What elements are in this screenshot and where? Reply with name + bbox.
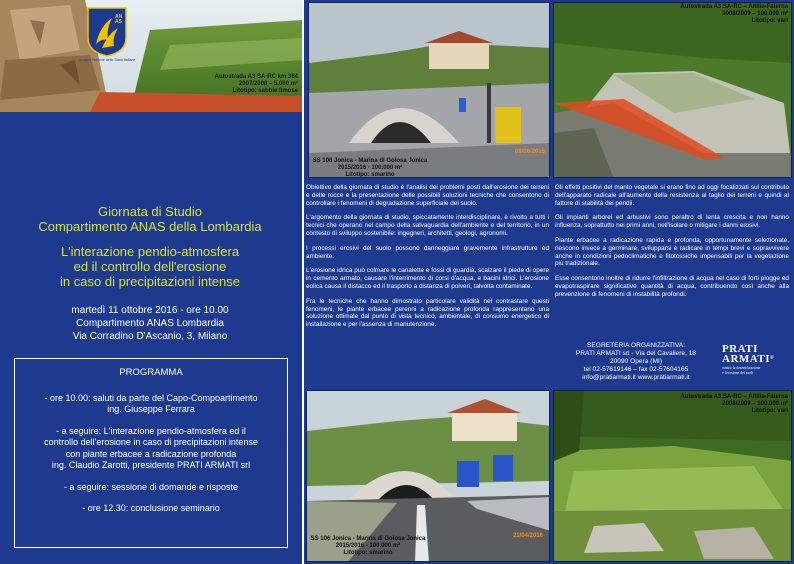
slope-bottom-caption bbox=[620, 394, 788, 415]
secretariat-line: 20090 Opera (MI) bbox=[609, 358, 663, 365]
logo-name-line: ARMATI® bbox=[722, 353, 775, 365]
secretariat-heading: SEGRETERIA ORGANIZZATIVA: bbox=[587, 342, 685, 349]
anas-tagline: Gruppo Ferrovie dello Stato Italiane bbox=[78, 58, 136, 62]
slope-top-caption bbox=[620, 4, 788, 25]
event-date: martedì 11 ottobre 2016 - ore 10.00 bbox=[71, 305, 229, 316]
paragraph: Fra le tecniche che hanno dimostrato particolare validità nel contrastare questi fenomeni, le piante erbacee perenni a radicazione profonda rappresentano una soluzione ottimale dal punto di vista tecnico, ambientale, di consumo energetico di installazione e per l'assenza di manutenzione. bbox=[306, 297, 549, 329]
caption-line: Litotipo: sabbie limose bbox=[232, 88, 298, 94]
caption-line: Litotipo: vari bbox=[751, 408, 788, 414]
caption-line: 2015/2016 - 100.000 m² bbox=[335, 543, 401, 549]
caption-line: 2015/2016 - 100.000 m² bbox=[337, 165, 403, 171]
programme-line: - a seguire: sessione di domande e risposte bbox=[63, 481, 239, 492]
paragraph: L'erosione idrica può colmare le canalette e fossi di guardia, scalzare il piede di opere in cemento armato, causare l'interrimento di corsi d'acqua, e bacini idrici. L'erosione eolica causa il distacco ed il trasporto a distanza di polveri, talvolta contaminate. bbox=[306, 267, 549, 290]
programme-box bbox=[14, 358, 288, 548]
programme-line: - ore 12.30: conclusione seminario bbox=[82, 503, 220, 513]
secretariat-block bbox=[555, 342, 717, 382]
photo-date-stamp: 08/06/2015 bbox=[514, 149, 545, 155]
slope-top-image bbox=[554, 3, 792, 178]
photo-date-stamp: 21/04/2016 bbox=[512, 533, 543, 539]
soil-photo-caption bbox=[170, 74, 298, 95]
programme-line: ing. Giuseppe Ferrara bbox=[107, 404, 195, 414]
title-line: Giornata di Studio bbox=[97, 204, 203, 219]
event-info bbox=[0, 304, 300, 343]
caption-line: Autostrada A3 SA-RC – Altilia-Falerna bbox=[680, 4, 788, 10]
programme-item bbox=[15, 393, 287, 416]
anas-logo-label: ANAS bbox=[115, 14, 123, 25]
programme-line: con piante erbacee a radicazione profonda bbox=[65, 448, 237, 459]
slope-bottom-image bbox=[554, 391, 792, 562]
caption-line: Litotipo: smarino bbox=[345, 172, 395, 178]
description-column bbox=[306, 184, 549, 336]
programme-heading: PROGRAMMA bbox=[119, 367, 183, 378]
subtitle-line: in caso di precipitazioni intense bbox=[60, 274, 240, 289]
registered-mark: ® bbox=[770, 356, 775, 361]
tunnel-bottom-caption bbox=[308, 536, 428, 557]
programme-line: controllo dell'erosione in caso di precipitazioni intense bbox=[44, 437, 258, 447]
caption-line: SS 106 Jonica - Marina di Goiosa Jonica bbox=[312, 158, 428, 164]
paragraph: Obiettivo della giornata di studio è l'analisi dei problemi posti dall'erosione dei terreni e delle rocce e la presentazione delle possibili soluzioni tecniche che consentono di controllare i fenomeni di degradazione superficiale del suolo. bbox=[306, 184, 549, 207]
prati-armati-logo bbox=[722, 344, 788, 375]
paragraph: L'argomento della giornata di studio, spiccatamente interdisciplinare, è rivolto a tutti i tecnici che operano nel campo della salvaguardia dell'ambiente e del territorio, in un contesto di sviluppo sostenibile: ingegneri, architetti, geologi, agronomi. bbox=[306, 214, 549, 237]
tunnel-top-caption bbox=[310, 158, 430, 179]
subtitle-line: L'interazione pendio-atmosfera bbox=[60, 244, 240, 259]
effects-column bbox=[555, 184, 789, 306]
caption-line: Autostrada A3 SA-RC – Altilia-Falerna bbox=[680, 394, 788, 400]
logo-tagline: contro la desertificazione e l'erosione dei suoli bbox=[722, 366, 761, 375]
programme-item bbox=[15, 482, 287, 494]
logo-name-line: PRATI bbox=[722, 343, 758, 355]
paragraph: Esse consentono inoltre di ridurre l'infiltrazione di acqua nel caso di forti piogge ed evapotraspirare significative quantità di acqua, contribuendo così anche alla prevenzione di fenomeni di instabilità profondi. bbox=[555, 275, 789, 298]
paragraph: Gli effetti positivi del manto vegetale si erano fino ad oggi focalizzati sul contributo dell'apparato radicale all'aumento della resistenza al taglio dei terreni e quindi al fattore di stabilità dei pendii. bbox=[555, 184, 789, 207]
anas-logo bbox=[86, 6, 128, 58]
programme-line: ing. Claudio Zarotti, presidente PRATI ARMATI srl bbox=[51, 460, 251, 470]
secretariat-line: tel 02-57619146 – fax 02-57604165 bbox=[583, 366, 689, 373]
slope-top-photo bbox=[553, 2, 792, 178]
programme-item bbox=[15, 426, 287, 472]
caption-line: 2007/2008 – 5.000 m² bbox=[238, 81, 298, 87]
programme-line: - ore 10.00: saluti da parte del Capo-Compoartimento bbox=[44, 392, 258, 403]
event-title bbox=[0, 204, 300, 234]
tunnel-top-photo bbox=[308, 2, 550, 178]
event-venue: Compartimento ANAS Lombardia bbox=[76, 318, 224, 329]
programme-item bbox=[15, 503, 287, 515]
paragraph: Gli impianti arborei ed arbustivi sono peraltro di lenta crescita e non hanno influenza, soprattutto nei primi anni, nell'isolare o mitigare i danni erosivi. bbox=[555, 214, 789, 230]
programme-line: - a seguire: L'interazione pendio-atmosfera ed il bbox=[56, 425, 246, 436]
paragraph: Piante erbacee a radicazione rapida e profonda, opportunamente selezionate, riescono invece a germinare, svilupparsi e radicare in tempi brevi e sopravvivere anche in condizioni pedoclimatiche e fitotossiche impensabili per la vegetazione più tradizionale. bbox=[555, 236, 789, 268]
secretariat-line: PRATI ARMATI srl - Via del Cavaliere, 18 bbox=[575, 350, 697, 357]
event-address: Via Corradino D'Ascanio, 3, Milano bbox=[72, 331, 228, 342]
soil-slope-image bbox=[0, 0, 302, 112]
caption-line: 2008/2009 – 100.000 m² bbox=[722, 401, 788, 407]
paragraph: I processi erosivi del suolo possono danneggiare gravemente infrastrutture ed ambiente. bbox=[306, 244, 549, 260]
caption-line: Litotipo: vari bbox=[751, 18, 788, 24]
secretariat-line: info@pratiarmati.it www.pratiarmati.it bbox=[582, 374, 690, 381]
caption-line: Autostrada A3 SA-RC km 364 bbox=[214, 74, 298, 80]
caption-line: 2008/2009 – 100.000 m² bbox=[722, 11, 788, 17]
slope-bottom-photo bbox=[553, 390, 792, 562]
title-line: Compartimento ANAS della Lombardia bbox=[38, 219, 262, 234]
subtitle-line: ed il controllo dell'erosione bbox=[73, 259, 227, 274]
soil-slope-photo bbox=[0, 0, 302, 112]
caption-line: Litotipo: smarino bbox=[343, 550, 393, 556]
event-subtitle bbox=[0, 244, 300, 289]
caption-line: SS 106 Jonica - Marina di Goiosa Jonica bbox=[310, 536, 426, 542]
tunnel-top-image bbox=[309, 3, 550, 178]
